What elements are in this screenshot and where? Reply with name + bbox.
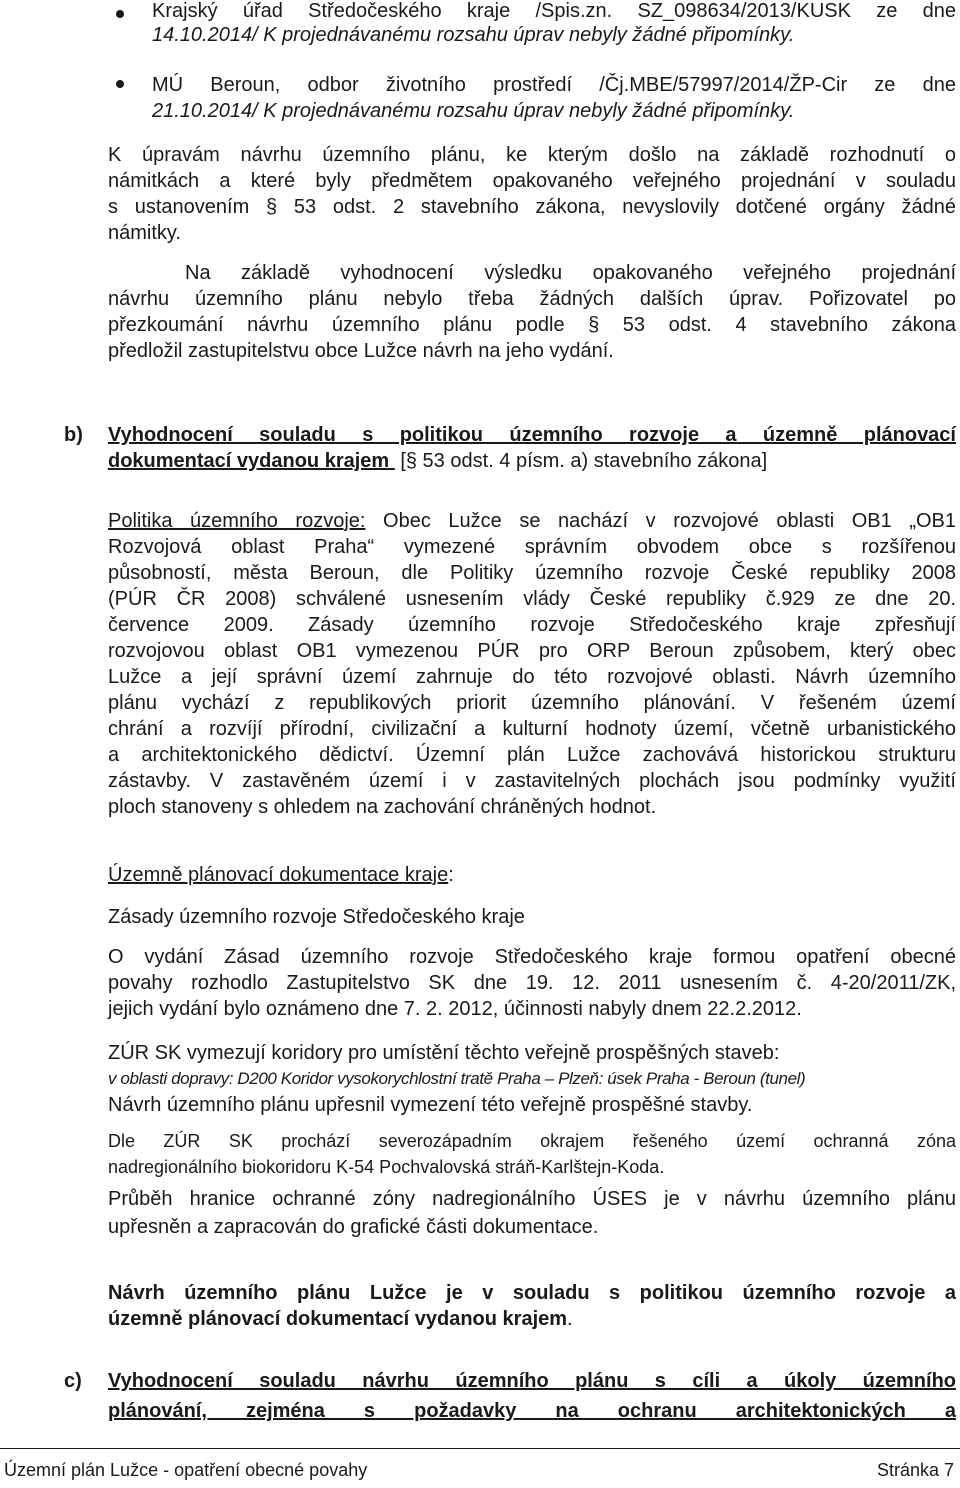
policy-line-11: zástavby. V zastavěném území i v zastavitelných plochách jsou podmínky využití	[108, 770, 956, 792]
section-b-letter: b)	[64, 424, 83, 446]
bullet-item-1-line-2: 14.10.2014/ K projednávanému rozsahu úprav nebyly žádné připomínky.	[152, 24, 795, 46]
regional-heading-text: Územně plánovací dokumentace kraje	[108, 864, 449, 886]
conclusion-line-1: Návrh územního plánu Lužce je v souladu s politikou územního rozvoje a	[108, 1282, 956, 1304]
policy-line-8: plánu vychází z republikových priorit územního plánování. V řešeném území	[108, 692, 956, 714]
policy-line-2: Rozvojová oblast Praha“ vymezené správním obvodem obce s rozšířenou	[108, 536, 956, 558]
footer-document-title: Územní plán Lužce - opatření obecné povahy	[4, 1460, 368, 1480]
evaluation-line-2: návrhu územního plánu nebylo třeba žádných dalších úprav. Pořizovatel po	[108, 288, 956, 310]
evaluation-line-4: předložil zastupitelstvu obce Lužce návrh na jeho vydání.	[108, 340, 614, 362]
section-b-title-reference: [§ 53 odst. 4 písm. a) stavebního zákona]	[394, 450, 768, 472]
bullet-dot	[116, 80, 124, 88]
zur-transport-corridor: v oblasti dopravy: D200 Koridor vysokorychlostní tratě Praha – Plzeň: úsek Praha - Beroun (tunel)	[108, 1069, 806, 1088]
bullet-item-2-line-1: MÚ Beroun, odbor životního prostředí /Čj.MBE/57997/2014/ŽP-Cir ze dne	[152, 74, 956, 96]
objections-line-4: námitky.	[108, 222, 181, 244]
objections-line-3: s ustanovením § 53 odst. 2 stavebního zákona, nevyslovily dotčené orgány žádné	[108, 196, 956, 218]
policy-line-1-text: Obec Lužce se nachází v rozvojové oblasti OB1 „OB1	[365, 510, 956, 532]
zur-issue-line-1: O vydání Zásad územního rozvoje Středočeského kraje formou opatření obecné	[108, 946, 956, 968]
policy-line-1	[108, 508, 956, 534]
policy-line-4: (PÚR ČR 2008) schválené usnesením vlády České republiky č.929 ze dne 20.	[108, 588, 956, 610]
regional-heading	[108, 862, 454, 888]
zur-zone-line-1: Dle ZÚR SK prochází severozápadním okrajem řešeného území ochranná zóna	[108, 1131, 956, 1151]
policy-line-10: a architektonického dědictví. Územní plán Lužce zachovává historickou strukturu	[108, 744, 956, 766]
section-b-title-line-1: Vyhodnocení souladu s politikou územního rozvoje a územně plánovací	[108, 424, 956, 446]
policy-line-3: působností, města Beroun, dle Politiky územního rozvoje České republiky 2008	[108, 562, 956, 584]
evaluation-line-1: Na základě vyhodnocení výsledku opakovaného veřejného projednání	[185, 262, 956, 284]
zur-refined: Návrh územního plánu upřesnil vymezení této veřejně prospěšné stavby.	[108, 1094, 753, 1116]
conclusion-period: .	[567, 1308, 573, 1330]
policy-line-5: července 2009. Zásady územního rozvoje Středočeského kraje zpřesňují	[108, 614, 956, 636]
evaluation-line-3: přezkoumání návrhu územního plánu podle § 53 odst. 4 stavebního zákona	[108, 314, 956, 336]
zur-issue-line-3: jejich vydání bylo oznámeno dne 7. 2. 2012, účinnosti nabyly dnem 22.2.2012.	[108, 998, 802, 1020]
objections-line-1: K úpravám návrhu územního plánu, ke kterým došlo na základě rozhodnutí o	[108, 144, 956, 166]
regional-heading-colon: :	[448, 864, 454, 886]
policy-line-9: chrání a rozvíjí přírodní, civilizační a kulturní hodnoty území, včetně urbanistického	[108, 718, 956, 740]
section-b-title-underlined: dokumentací vydanou krajem	[108, 450, 390, 472]
bullet-item-1-line-1: Krajský úřad Středočeského kraje /Spis.zn. SZ_098634/2013/KUSK ze dne	[152, 0, 956, 22]
policy-line-12: ploch stanoveny s ohledem na zachování chráněných hodnot.	[108, 796, 657, 818]
objections-line-2: námitkách a které byly předmětem opakovaného veřejného projednání v souladu	[108, 170, 956, 192]
uses-line-1: Průběh hranice ochranné zóny nadregionálního ÚSES je v návrhu územního plánu	[108, 1188, 956, 1210]
page-footer	[0, 1448, 960, 1480]
section-c-title-line-1: Vyhodnocení souladu návrhu územního plánu s cíli a úkoly územního	[108, 1370, 956, 1392]
zur-zone-line-2: nadregionálního biokoridoru K-54 Pochvalovská stráň-Karlštejn-Koda.	[108, 1157, 665, 1177]
zur-title: Zásady územního rozvoje Středočeského kraje	[108, 906, 525, 928]
bullet-dot	[116, 10, 124, 18]
footer-page-number: Stránka 7	[876, 1460, 954, 1480]
section-b-title-line-2	[108, 448, 767, 474]
conclusion-line-2	[108, 1306, 573, 1332]
section-c-letter: c)	[64, 1370, 82, 1392]
conclusion-line-2-text: územně plánovací dokumentací vydanou krajem	[108, 1308, 568, 1330]
policy-label: Politika územního rozvoje:	[108, 510, 366, 532]
zur-issue-line-2: povahy rozhodlo Zastupitelstvo SK dne 19. 12. 2011 usnesením č. 4-20/2011/ZK,	[108, 972, 956, 994]
uses-line-2: upřesněn a zapracován do grafické části dokumentace.	[108, 1216, 599, 1238]
policy-line-7: Lužce a její správní území zahrnuje do této rozvojové oblasti. Návrh územního	[108, 666, 956, 688]
section-c-title-line-2: plánování, zejména s požadavky na ochranu architektonických a	[108, 1400, 956, 1422]
bullet-item-2-line-2: 21.10.2014/ K projednávanému rozsahu úprav nebyly žádné připomínky.	[152, 100, 795, 122]
zur-corridors: ZÚR SK vymezují koridory pro umístění těchto veřejně prospěšných staveb:	[108, 1042, 780, 1064]
policy-line-6: rozvojovou oblast OB1 vymezenou PÚR pro ORP Beroun způsobem, který obec	[108, 640, 956, 662]
